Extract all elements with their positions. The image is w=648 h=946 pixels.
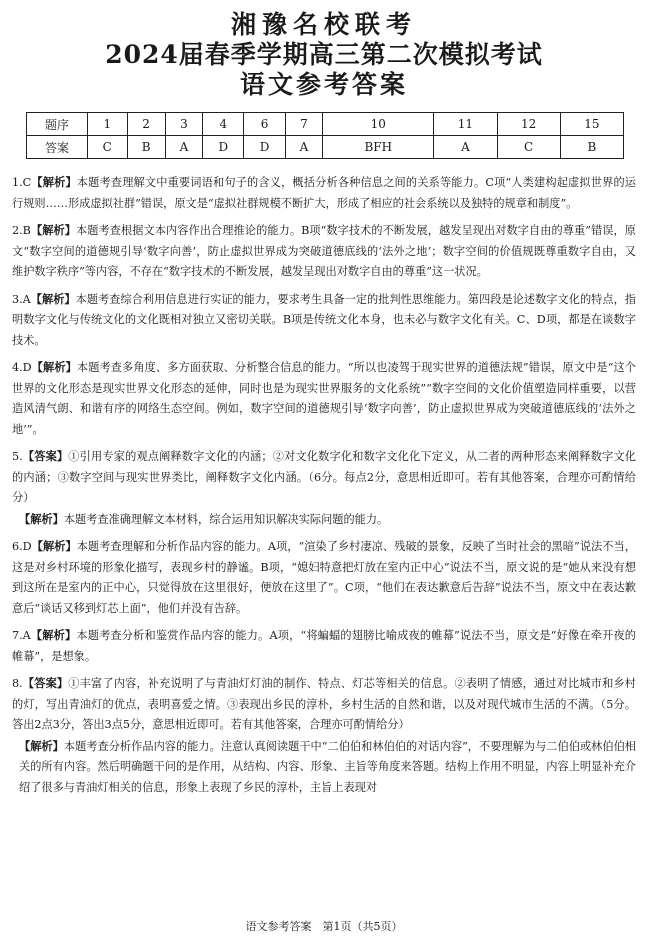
explanation-item-6 [12, 536, 636, 619]
answer-cell: C [497, 136, 560, 159]
analysis-tag: 【解析】 [30, 291, 76, 306]
analysis-tag: 【解析】 [30, 628, 77, 642]
answer-cell: BFH [323, 136, 434, 159]
question-number-cell: 15 [560, 113, 623, 136]
row-label-question: 题序 [27, 113, 88, 136]
question-number-cell: 10 [323, 113, 434, 136]
item-text: 本题考查多角度、多方面获取、分析整合信息的能力。“所以也凌驾于现实世界的道德法规”错误，原文中是“这个世界的文化形态是现实世界文化形态的延伸，同时也是为现实世界服务的文化系统”“数字空间的文化价值塑造同样重要，以营造风清气朗、和谐有序的网络生态空间。例如，数字空间的道德规引导‘数字向善’，防止虚拟世界成为突破道德底线的‘法外之地’”。 [12, 361, 636, 436]
question-number-cell: 11 [434, 113, 497, 136]
exam-name-title: 2024届春季学期高三第二次模拟考试 [105, 40, 543, 69]
explanation-item-4 [12, 357, 636, 440]
answer-cell: A [434, 136, 497, 159]
item-text: 本题考查综合利用信息进行实证的能力，要求考生具备一定的批判性思维能力。第四段是论述数字文化的特点，指明数字文化与传统文化的文化既相对独立又密切关联。B项是传统文化本身，也未必与数字文化有关。C、D项，都是在谈数字技术。 [12, 292, 636, 347]
document-title: 语文参考答案 [239, 70, 408, 99]
question-number-cell: 4 [203, 113, 244, 136]
answer-cell: A [285, 136, 323, 159]
exam-org-title: 湘豫名校联考 [230, 10, 417, 39]
explanation-item-1 [12, 172, 636, 214]
explanation-item-5 [12, 446, 636, 530]
question-number-cell: 2 [127, 113, 165, 136]
item-number: 8. [12, 677, 23, 690]
analysis-tag: 【解析】 [31, 360, 77, 374]
answer-cell: D [244, 136, 285, 159]
answer-row [27, 136, 624, 159]
item-subtext: 本题考查准确理解文本材料，综合运用知识解决实际问题的能力。 [63, 512, 389, 526]
answer-cell: D [203, 136, 244, 159]
answer-tag: 【答案】 [22, 449, 69, 463]
answer-table [26, 112, 624, 159]
answer-tag: 【答案】 [22, 676, 69, 690]
answer-cell: B [127, 136, 165, 159]
item-text: ①引用专家的观点阐释数字文化的内涵；②对文化数字化和数字文化化下定义，从二者的两种形态来阐释数字文化的内涵；③数字空间与现实世界类比，阐释数字文化内涵。（6分。每点2分，意思相近即可。若有其他答案，合理亦可酌情给分） [12, 450, 636, 504]
question-number-cell: 3 [165, 113, 203, 136]
explanations-body [12, 172, 636, 804]
item-text: 本题考查分析和鉴赏作品内容的能力。A项，“将蝙蝠的翅膀比喻成夜的帷幕”说法不当，原文是“好像在牵开夜的帷幕”，是想象。 [12, 629, 636, 663]
row-label-answer: 答案 [27, 136, 88, 159]
item-number: 2.B [12, 224, 31, 237]
item-number: 4.D [12, 361, 32, 374]
question-number-row [27, 113, 624, 136]
explanation-item-8 [12, 673, 636, 798]
question-number-cell: 6 [244, 113, 285, 136]
analysis-tag: 【解析】 [30, 223, 76, 237]
item-number: 3.A [12, 292, 31, 306]
answer-cell: C [88, 136, 128, 159]
question-number-cell: 12 [497, 113, 560, 136]
item-number: 5. [12, 450, 23, 463]
answer-cell: B [560, 136, 623, 159]
analysis-tag: 【解析】 [31, 539, 77, 553]
item-text: 本题考查理解和分析作品内容的能力。A项，“渲染了乡村凄凉、残破的景象，反映了当时社会的黑暗”说法不当，这是对乡村环境的形象化描写，表现乡村的静谧。B项，“媳妇特意把灯放在室内正中心”说法不当，原文说的是“她从来没有想到这所在是室内的正中心，只觉得放在这里很好，便放在这里了”。C项，“他们在表达歉意后告辞”说法不当，原文中在表达歉意后“谈话又移到灯芯上面”，他们并没有告辞。 [12, 540, 636, 615]
item-text: ①丰富了内容，补充说明了与青油灯灯油的制作、特点、灯芯等相关的信息。②表明了情感，通过对比城市和乡村的灯，写出青油灯的优点，表明喜爱之情。③表现出乡民的淳朴，乡村生活的自然和谐，以及对现代城市生活的不满。（5分。答出2点3分，答出3点5分，意思相近即可。若有其他答案，合理亦可酌情给分） [12, 677, 636, 731]
analysis-tag: 【解析】 [19, 511, 64, 526]
item-number: 7.A [12, 629, 31, 642]
explanation-item-2 [12, 220, 636, 283]
question-number-cell: 7 [285, 113, 323, 136]
answer-cell: A [165, 136, 203, 159]
item-text: 本题考查理解文中重要词语和句子的含义，概括分析各种信息之间的关系等能力。C项“人类建构起虚拟世界的运行规则……形成虚拟社群”错误，原文是“虚拟社群规模不断扩大，形成了相应的社会系统以及独特的规章和制度”。 [12, 176, 636, 210]
explanation-item-7 [12, 625, 636, 667]
analysis-tag: 【解析】 [31, 175, 77, 189]
analysis-tag: 【解析】 [19, 738, 64, 753]
explanation-item-3 [12, 289, 636, 352]
item-text: 本题考查根据文本内容作出合理推论的能力。B项“数字技术的不断发展，越发呈现出对数字自由的尊重”错误，原文“数字空间的道德规引导‘数字向善’，防止虚拟世界成为突破道德底线的‘法外之地’；数字空间的价值规既尊重数字自由，又维护数字秩序”等内容，不存在“数字技术的不断发展，越发呈现出对数字自由的尊重”这一状况。 [12, 224, 636, 278]
page-footer: 语文参考答案 第1页（共5页） [245, 920, 403, 933]
item-number: 6.D [12, 540, 32, 553]
item-number: 1.C [12, 176, 32, 189]
item-subtext: 本题考查分析作品内容的能力。注意认真阅读题干中“二伯伯和林伯伯的对话内容”，不要理解为与二伯伯或林伯伯相关的所有内容。然后明确题干问的是作用，从结构、内容、形象、主旨等角度来答题。结构上作用不明显，内容上明显补充介绍了很多与青油灯相关的信息，形象上表现了乡民的淳朴，主旨上表现对 [19, 739, 636, 794]
question-number-cell: 1 [88, 113, 128, 136]
